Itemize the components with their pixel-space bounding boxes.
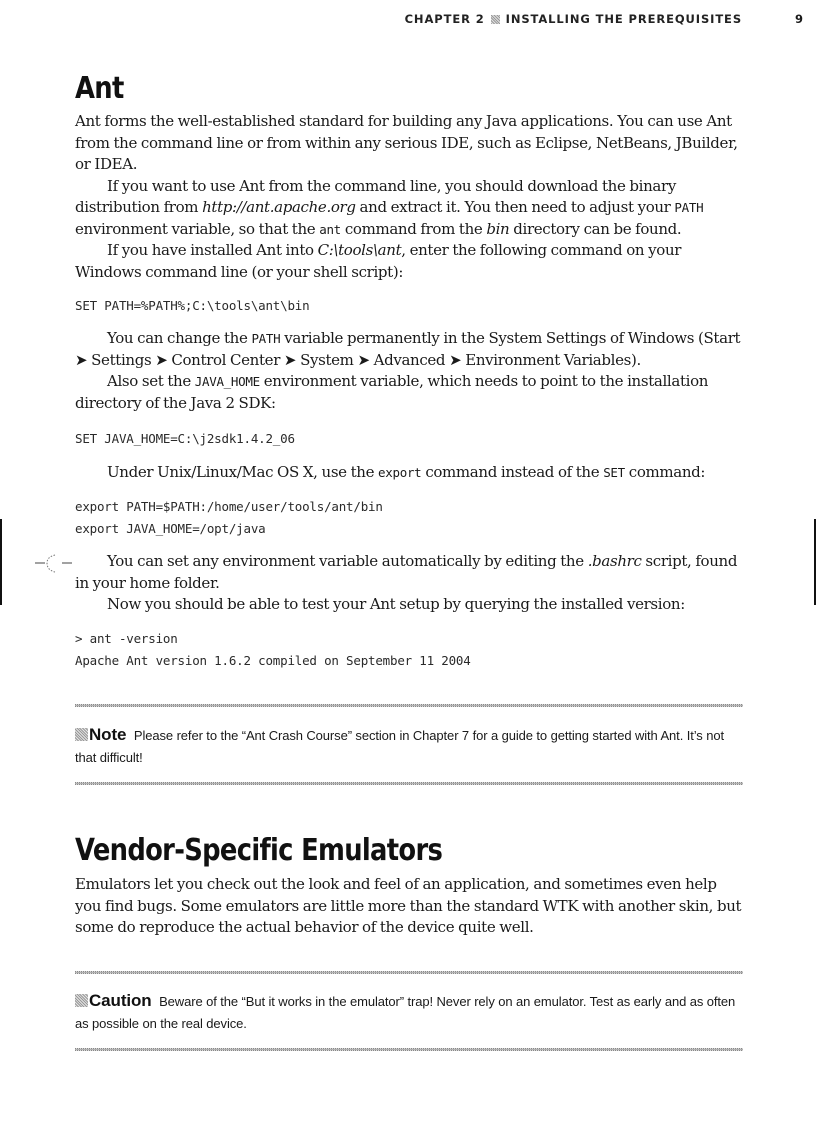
caution-box: [75, 990, 743, 1035]
note-text: Note Please refer to the “Ant Crash Course” section in Chapter 7 for a guide to getting started with Ant. It’s not that difficult!: [75, 725, 724, 765]
margin-annotation-icon: [35, 551, 75, 577]
link-ant-apache: http://ant.apache.org: [202, 198, 356, 216]
caution-label: Caution: [89, 991, 152, 1010]
paragraph: Emulators let you check out the look and feel of an application, and sometimes even help you find bugs. Some emulators are little more than the standard WTK with another skin, but some do reproduce the actual behavior of the device quite well.: [75, 875, 742, 936]
caution-text: Caution Beware of the “But it works in the emulator” trap! Never rely on an emulator. Test as early and as often as possible on the real device.: [75, 991, 736, 1031]
running-head-title: [405, 12, 742, 26]
chapter-label: CHAPTER 2: [404, 12, 485, 26]
paragraph: Under Unix/Linux/Mac OS X, use the export command instead of the SET command:: [107, 463, 706, 481]
section-heading-ant: Ant: [75, 71, 124, 106]
ant-body: [75, 111, 743, 283]
running-head: [0, 12, 816, 30]
note-box: [75, 724, 743, 769]
ant-body-3: [75, 462, 743, 484]
caution-top-rule: [75, 971, 743, 974]
code-line: export PATH=$PATH:/home/user/tools/ant/bin: [75, 499, 383, 514]
note-icon: [75, 728, 88, 741]
paragraph: Also set the JAVA_HOME environment variable, which needs to point to the installation directory of the Java 2 SDK:: [75, 372, 709, 412]
paragraph: You can change the PATH variable permanently in the System Settings of Windows (Start ➤ Settings ➤ Control Center ➤ System ➤ Advanced ➤ Environment Variables).: [75, 329, 741, 369]
left-margin-bar: [0, 519, 2, 605]
caution-icon: [75, 994, 88, 1007]
caution-bottom-rule: [75, 1048, 743, 1051]
paragraph: If you have installed Ant into C:\tools\ant, enter the following command on your Windows command line (or your shell script):: [75, 241, 682, 281]
code-block: SET JAVA_HOME=C:\j2sdk1.4.2_06: [75, 431, 295, 446]
paragraph: Ant forms the well-established standard for building any Java applications. You can use Ant from the command line or from within any serious IDE, such as Eclipse, NetBeans, JBuilder, or IDEA.: [75, 112, 738, 173]
chapter-title: INSTALLING THE PREREQUISITES: [505, 12, 742, 26]
paragraph: Now you should be able to test your Ant setup by querying the installed version:: [107, 595, 685, 613]
page-number: 9: [794, 12, 803, 26]
section-heading-emulators: Vendor-Specific Emulators: [75, 833, 443, 868]
code-line: export JAVA_HOME=/opt/java: [75, 520, 266, 536]
note-bottom-rule: [75, 782, 743, 785]
emulators-body: [75, 874, 743, 939]
separator-icon: [491, 15, 500, 24]
note-label: Note: [89, 725, 127, 744]
code-block: SET PATH=%PATH%;C:\tools\ant\bin: [75, 298, 310, 313]
paragraph: If you want to use Ant from the command line, you should download the binary distribution from http://ant.apache.org and extract it. You then need to adjust your PATH environment variable, so that the ant command from the bin directory can be found.: [75, 176, 704, 238]
ant-body-4: [75, 551, 743, 616]
note-top-rule: [75, 704, 743, 707]
code-line: > ant -version: [75, 631, 178, 646]
ant-body-2: [75, 328, 743, 414]
code-line: Apache Ant version 1.6.2 compiled on September 11 2004: [75, 652, 471, 668]
paragraph: You can set any environment variable automatically by editing the .bashrc script, found in your home folder.: [75, 552, 738, 592]
